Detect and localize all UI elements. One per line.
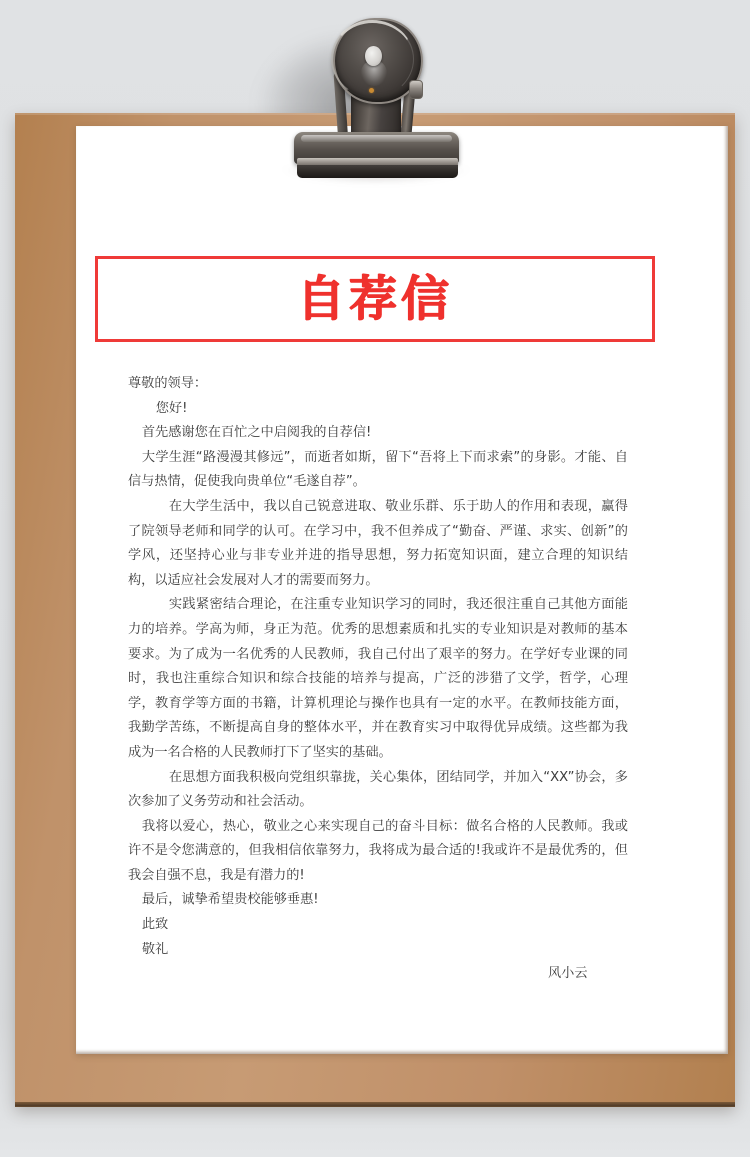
clipboard-bottom-edge <box>15 1102 735 1106</box>
clip-bar-band-dark <box>297 165 458 178</box>
signature: 风小云 <box>548 966 588 982</box>
page-title: 自荐信 <box>296 271 453 327</box>
closing-cizhi: 此致 <box>141 917 169 933</box>
salutation: 尊敬的领导： <box>128 376 208 391</box>
clip-bar-highlight <box>301 135 452 142</box>
letter-body <box>128 372 628 987</box>
paragraph-practice-theory: 实践紧密结合理论，在注重专业知识学习的同时，我还很注重自己其他方面能力的培养。学高为师，身正为范。优秀的思想素质和扎实的专业知识是对教师的基本要求。为了成为一名优秀的人民教师，我自己付出了艰辛的努力。在学好专业课的同时，我也注重综合知识和综合技能的培养与提高，广泛的涉猎了文学，哲学，心理学，教育学等方面的书籍，计算机理论与操作也具有一定的水平。在教师技能方面，我勤学苦练，不断提高自身的整体水平，并在教育实习中取得优异成绩。这些都为我成为一名合格的人民教师打下了坚实的基础。 <box>128 597 628 760</box>
paragraph-ideology: 在思想方面我积极向党组织靠拢，关心集体，团结同学，并加入“XX”协会，多次参加了义务劳动和社会活动。 <box>128 769 628 810</box>
clip-barrel-rivet-icon <box>369 88 374 93</box>
clip-barrel-hole <box>365 46 382 66</box>
closing-jingli: 敬礼 <box>141 941 169 957</box>
title-box <box>95 256 655 342</box>
paragraph-goals: 我将以爱心，热心，敬业之心来实现自己的奋斗目标：做名合格的人民教师。我或许不是令您满意的，但我相信依靠努力，我将成为最合适的!我或许不是最优秀的，但我会自强不息，我是有潜力的! <box>128 818 628 883</box>
paragraph-thanks: 首先感谢您在百忙之中启阅我的自荐信! <box>141 425 372 441</box>
clip-side-knob <box>409 80 423 99</box>
paragraph-intro: 大学生涯“路漫漫其修远”，而逝者如斯，留下“吾将上下而求索”的身影。才能、自信与热情，促使我向贵单位“毛遂自荐”。 <box>128 449 628 490</box>
greeting: 您好! <box>155 400 188 416</box>
paragraph-final-wish: 最后，诚挚希望贵校能够垂惠! <box>141 892 319 908</box>
paragraph-campus-life: 在大学生活中，我以自己锐意进取、敬业乐群、乐于助人的作用和表现，赢得了院领导老师和同学的认可。在学习中，我不但养成了“勤奋、严谨、求实、创新”的学风，还坚持心业与非专业并进的指导思想，努力拓宽知识面，建立合理的知识结构，以适应社会发展对人才的需要而努力。 <box>128 498 628 588</box>
clipboard-clip[interactable] <box>295 18 457 180</box>
